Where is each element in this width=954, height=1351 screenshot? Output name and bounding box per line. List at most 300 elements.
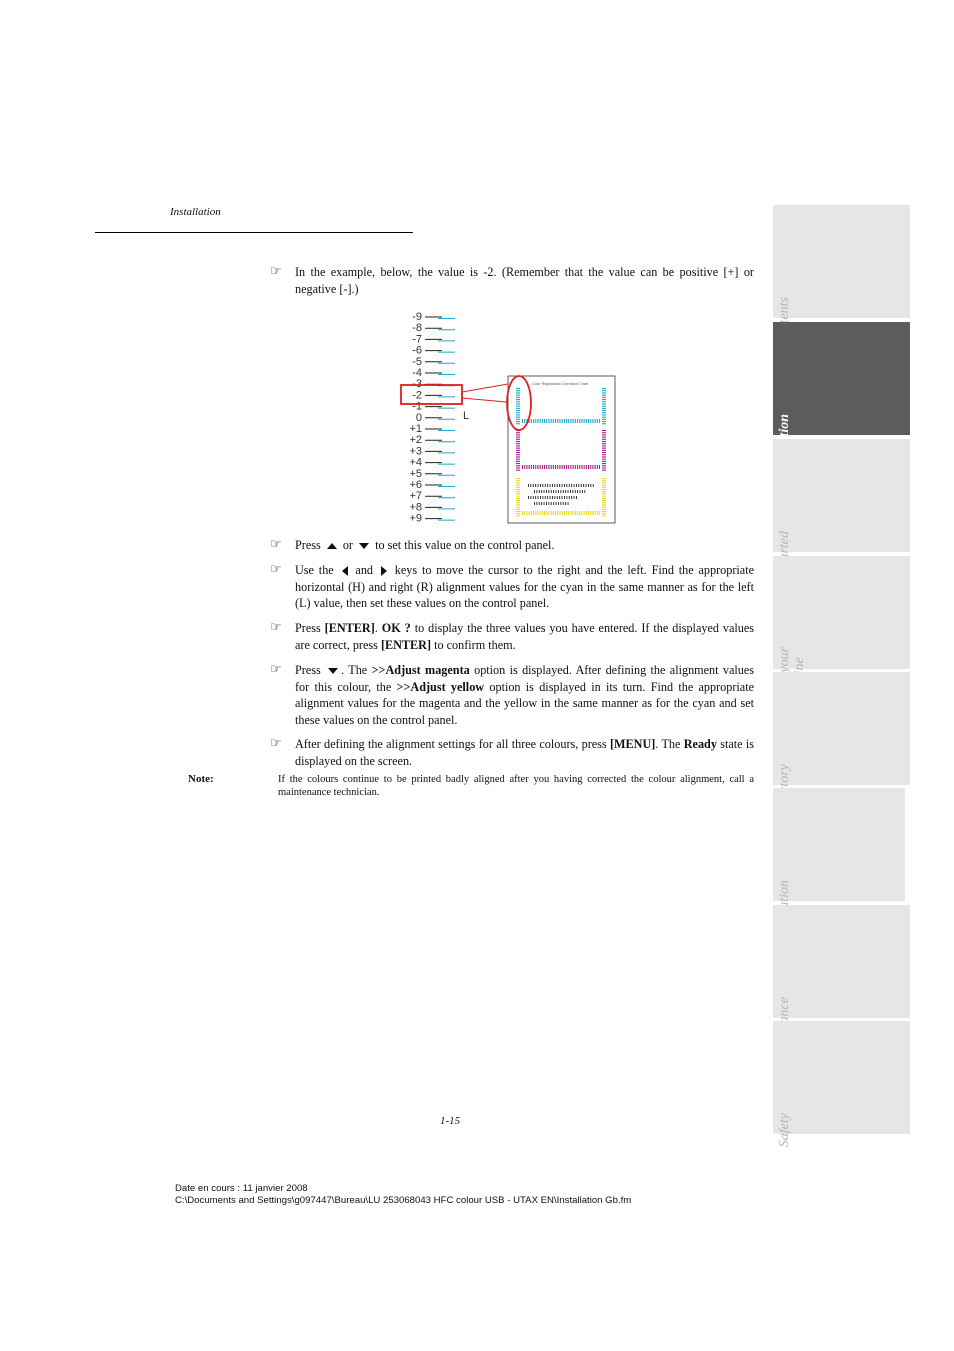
magenta-mark [516, 432, 520, 433]
hash-mark [554, 484, 555, 487]
magenta-mark [516, 443, 520, 444]
hash-mark [557, 496, 558, 499]
yellow-mark [602, 489, 606, 490]
yellow-mark [537, 511, 538, 515]
hash-mark [539, 490, 540, 493]
hash-mark [546, 490, 547, 493]
hash-mark [548, 502, 549, 505]
cyan-mark [602, 421, 606, 422]
pointing-hand-icon: ☞ [270, 662, 282, 677]
magenta-mark [579, 465, 580, 469]
yellow-mark [577, 511, 578, 515]
hash-mark [569, 484, 570, 487]
scale-value: +8 [409, 501, 422, 514]
hash-mark [578, 484, 579, 487]
hash-mark [590, 484, 591, 487]
yellow-mark [602, 480, 606, 481]
yellow-mark [595, 511, 596, 515]
magenta-mark [568, 465, 569, 469]
hash-mark [582, 490, 583, 493]
hash-mark [553, 502, 554, 505]
yellow-mark [588, 511, 589, 515]
magenta-mark [577, 465, 578, 469]
magenta-mark [581, 465, 582, 469]
magenta-mark [597, 465, 598, 469]
cyan-mark [588, 419, 589, 423]
yellow-mark [559, 511, 560, 515]
cyan-mark [516, 406, 520, 407]
yellow-mark [526, 511, 527, 515]
cyan-mark [548, 419, 549, 423]
yellow-mark [602, 500, 606, 501]
yellow-mark [602, 504, 606, 505]
hash-mark [563, 502, 564, 505]
magenta-mark [573, 465, 574, 469]
yellow-mark [573, 511, 574, 515]
registration-scale [409, 311, 455, 525]
yellow-mark [531, 511, 532, 515]
pointing-hand-icon: ☞ [270, 620, 282, 635]
cyan-mark [562, 419, 563, 423]
tab-directory[interactable] [773, 672, 910, 785]
cyan-mark [602, 392, 606, 393]
cyan-mark [602, 397, 606, 398]
hash-mark [569, 496, 570, 499]
magenta-mark [562, 465, 563, 469]
header-rule [95, 232, 413, 233]
hash-mark [576, 496, 577, 499]
cyan-mark [540, 419, 541, 423]
yellow-mark [551, 511, 552, 515]
scale-value: -2 [412, 389, 422, 402]
cyan-mark [590, 419, 591, 423]
yellow-mark [516, 487, 520, 488]
cyan-mark [577, 419, 578, 423]
hash-mark [540, 496, 541, 499]
yellow-mark [516, 478, 520, 479]
yellow-mark [562, 511, 563, 515]
hash-mark [547, 484, 548, 487]
cyan-mark [516, 414, 520, 415]
hash-mark [544, 490, 545, 493]
yellow-mark [586, 511, 587, 515]
cyan-mark [597, 419, 598, 423]
scale-value: -8 [412, 322, 422, 335]
cyan-mark [592, 419, 593, 423]
tab-operation[interactable] [773, 788, 905, 901]
yellow-mark [542, 511, 543, 515]
hash-mark [560, 502, 561, 505]
magenta-mark [516, 439, 520, 440]
magenta-mark [584, 465, 585, 469]
hash-mark [574, 484, 575, 487]
tab-installation[interactable] [773, 322, 910, 435]
cyan-mark [516, 397, 520, 398]
yellow-mark [602, 487, 606, 488]
color-registration-figure [398, 306, 620, 528]
callout-line [462, 398, 506, 402]
enter-key-label: [ENTER] [380, 637, 432, 652]
instruction-item [270, 264, 754, 297]
footer-path: C:\Documents and Settings\g097447\Bureau\LU 253068043 HFC colour USB - UTAX EN\Installation Gb.fm [175, 1194, 632, 1206]
tab-safety[interactable] [773, 1021, 910, 1148]
cyan-mark [568, 419, 569, 423]
magenta-mark [516, 445, 520, 446]
hash-mark [530, 484, 531, 487]
magenta-mark [602, 448, 606, 449]
magenta-mark [516, 465, 520, 466]
scale-value: 0 [415, 411, 422, 424]
magenta-mark [602, 432, 606, 433]
hash-mark [593, 484, 594, 487]
cyan-mark [579, 419, 580, 423]
hash-mark [553, 490, 554, 493]
scale-value: +4 [409, 456, 422, 469]
yellow-mark [568, 511, 569, 515]
hash-mark [584, 490, 585, 493]
scale-value: +2 [409, 434, 422, 447]
ok-prompt-label: OK ? [381, 621, 411, 635]
cyan-mark [551, 419, 552, 423]
pointing-hand-icon: ☞ [270, 264, 282, 279]
magenta-mark [531, 465, 532, 469]
hash-mark [570, 490, 571, 493]
cyan-mark [573, 419, 574, 423]
yellow-mark [602, 507, 606, 508]
hash-mark [546, 502, 547, 505]
magenta-mark [602, 439, 606, 440]
magenta-mark [559, 465, 560, 469]
hash-mark [558, 502, 559, 505]
hash-mark [552, 496, 553, 499]
yellow-mark [516, 493, 520, 494]
magenta-mark [516, 456, 520, 457]
hash-mark [562, 484, 563, 487]
chart-thumbnail [507, 376, 615, 523]
magenta-mark [516, 450, 520, 451]
hash-mark [539, 502, 540, 505]
magenta-mark [553, 465, 554, 469]
cyan-mark [570, 419, 571, 423]
magenta-mark [529, 465, 530, 469]
magenta-mark [516, 454, 520, 455]
hash-mark [565, 490, 566, 493]
magenta-mark [540, 465, 541, 469]
magenta-mark [516, 459, 520, 460]
yellow-mark [522, 511, 523, 515]
cyan-mark [516, 395, 520, 396]
scale-value: +3 [409, 445, 422, 458]
hash-mark [545, 496, 546, 499]
cyan-mark [584, 419, 585, 423]
hash-mark [558, 490, 559, 493]
hash-mark [581, 484, 582, 487]
magenta-mark [516, 467, 520, 468]
enter-key-label: [ENTER] [324, 621, 375, 635]
scale-value: +6 [409, 479, 422, 491]
cyan-mark [602, 417, 606, 418]
hash-mark [566, 484, 567, 487]
instruction-text: option is displayed in its turn. Find the appropriate alignment values for the magenta and the yellow in the same manner as for the cyan and set these values on the control panel. [295, 679, 754, 727]
cyan-mark [555, 419, 556, 423]
magenta-mark [516, 434, 520, 435]
yellow-mark [597, 511, 598, 515]
instruction-text: Use the [295, 563, 334, 577]
instruction-text: Press [295, 663, 321, 677]
yellow-mark [575, 511, 576, 515]
magenta-mark [551, 465, 552, 469]
hash-mark [533, 496, 534, 499]
scale-value: -6 [412, 344, 422, 357]
cyan-mark [516, 392, 520, 393]
instruction-item [270, 562, 754, 612]
cyan-mark [602, 388, 606, 389]
yellow-mark [546, 511, 547, 515]
cyan-mark [516, 390, 520, 391]
cyan-mark [602, 423, 606, 424]
yellow-mark [592, 511, 593, 515]
cyan-mark [516, 401, 520, 402]
yellow-mark [516, 489, 520, 490]
cyan-mark [516, 421, 520, 422]
instruction-text: or [342, 538, 353, 552]
magenta-mark [602, 443, 606, 444]
cyan-mark [602, 403, 606, 404]
cyan-mark [516, 412, 520, 413]
cyan-mark [542, 419, 543, 423]
hash-mark [577, 490, 578, 493]
down-arrow-key-icon [328, 668, 338, 674]
instruction-text: . The [655, 737, 681, 751]
magenta-mark [546, 465, 547, 469]
hash-mark [568, 502, 569, 505]
instruction-text: Press [295, 621, 321, 635]
yellow-mark [535, 511, 536, 515]
hash-mark [530, 496, 531, 499]
hash-mark [535, 484, 536, 487]
cyan-mark [602, 410, 606, 411]
magenta-mark [535, 465, 536, 469]
yellow-mark [602, 511, 606, 512]
side-label: L [463, 410, 470, 422]
magenta-mark [602, 430, 606, 431]
cyan-mark [559, 419, 560, 423]
hash-mark [571, 484, 572, 487]
instruction-text: option is displayed. After defining the alignment values for this colour, the [295, 663, 755, 694]
yellow-mark [602, 478, 606, 479]
hash-mark [564, 484, 565, 487]
hash-mark [559, 496, 560, 499]
magenta-mark [516, 463, 520, 464]
hash-mark [572, 490, 573, 493]
cyan-mark [602, 399, 606, 400]
magenta-mark [602, 456, 606, 457]
instruction-text: After defining the alignment settings for all three colours, press [295, 737, 607, 751]
yellow-mark [555, 511, 556, 515]
instruction-text: and [355, 563, 374, 577]
yellow-mark [516, 515, 520, 516]
hash-mark [559, 484, 560, 487]
cyan-mark [564, 419, 565, 423]
cyan-mark [581, 419, 582, 423]
hash-mark [550, 496, 551, 499]
hash-mark [538, 484, 539, 487]
yellow-mark [602, 491, 606, 492]
scale-value: -3 [412, 378, 422, 391]
cyan-mark [602, 419, 606, 420]
yellow-mark [579, 511, 580, 515]
yellow-mark [516, 507, 520, 508]
menu-key-label: [MENU] [609, 737, 656, 751]
instruction-text: . [374, 621, 378, 635]
cyan-mark [602, 408, 606, 409]
yellow-mark [602, 482, 606, 483]
hash-mark [560, 490, 561, 493]
yellow-mark [553, 511, 554, 515]
tab-maintenance[interactable] [773, 905, 910, 1018]
yellow-mark [516, 485, 520, 486]
magenta-mark [555, 465, 556, 469]
yellow-mark [602, 515, 606, 516]
hash-mark [563, 490, 564, 493]
magenta-mark [564, 465, 565, 469]
scale-value: +5 [409, 467, 422, 480]
magenta-mark [602, 441, 606, 442]
yellow-mark [570, 511, 571, 515]
hash-mark [565, 502, 566, 505]
cyan-mark [516, 417, 520, 418]
scale-value: -7 [412, 333, 422, 346]
cyan-mark [575, 419, 576, 423]
cyan-mark [516, 419, 520, 420]
adjust-magenta-label: >>Adjust magenta [371, 663, 470, 677]
tab-setting-your-machine[interactable] [773, 556, 910, 669]
magenta-mark [566, 465, 567, 469]
hash-mark [551, 490, 552, 493]
cyan-mark [553, 419, 554, 423]
yellow-mark [602, 513, 606, 514]
instruction-text: Press [295, 538, 321, 552]
scale-value: -9 [412, 311, 422, 323]
yellow-mark [602, 502, 606, 503]
chart-thumbnail-title: Color Registration Correction Chart [532, 382, 589, 386]
yellow-mark [516, 502, 520, 503]
yellow-mark [599, 511, 600, 515]
magenta-mark [602, 437, 606, 438]
magenta-mark [602, 461, 606, 462]
hash-mark [580, 490, 581, 493]
magenta-mark [602, 452, 606, 453]
yellow-mark [516, 500, 520, 501]
right-arrow-key-icon [381, 566, 387, 576]
yellow-mark [516, 513, 520, 514]
running-header: Installation [170, 206, 221, 218]
yellow-mark [581, 511, 582, 515]
pointing-hand-icon: ☞ [270, 562, 282, 577]
magenta-mark [516, 437, 520, 438]
cyan-mark [595, 419, 596, 423]
note-text: If the colours continue to be printed badly aligned after you having corrected the colour alignment, call a maintenance technician. [278, 774, 754, 798]
tab-getting-started[interactable] [773, 439, 910, 552]
hash-mark [534, 502, 535, 505]
cyan-mark [602, 406, 606, 407]
hash-mark [533, 484, 534, 487]
yellow-mark [516, 491, 520, 492]
hash-mark [562, 496, 563, 499]
yellow-mark [602, 498, 606, 499]
magenta-mark [602, 463, 606, 464]
yellow-mark [516, 511, 520, 512]
magenta-mark [557, 465, 558, 469]
hash-mark [541, 502, 542, 505]
yellow-mark [602, 496, 606, 497]
hash-mark [536, 502, 537, 505]
hash-mark [534, 490, 535, 493]
up-arrow-key-icon [327, 543, 337, 549]
tab-contents[interactable] [773, 205, 910, 318]
hash-mark [556, 502, 557, 505]
magenta-mark [590, 465, 591, 469]
footer [175, 1183, 631, 1206]
magenta-mark [602, 445, 606, 446]
cyan-mark [602, 414, 606, 415]
instruction-text: In the example, below, the value is -2. (Remember that the value can be positive [+] or negative [-].) [295, 265, 754, 296]
yellow-mark [516, 480, 520, 481]
yellow-mark [584, 511, 585, 515]
cyan-mark [516, 399, 520, 400]
pointing-hand-icon: ☞ [270, 736, 282, 751]
hash-mark [557, 484, 558, 487]
cyan-mark [546, 419, 547, 423]
yellow-mark [602, 493, 606, 494]
instruction-text: keys to move the cursor to the right and the left. Find the appropriate horizontal (H) and right (R) alignment values for the cyan in the same manner as for the left (L) value, then set these values on the control panel. [295, 563, 755, 610]
hash-mark [541, 490, 542, 493]
cyan-mark [516, 408, 520, 409]
instruction-text: to set this value on the control panel. [375, 538, 555, 552]
down-arrow-key-icon [359, 543, 369, 549]
footer-date: Date en cours : 11 janvier 2008 [175, 1183, 308, 1194]
magenta-mark [537, 465, 538, 469]
magenta-mark [544, 465, 545, 469]
yellow-mark [516, 496, 520, 497]
instruction-item [270, 736, 754, 769]
yellow-mark [566, 511, 567, 515]
hash-mark [574, 496, 575, 499]
cyan-mark [586, 419, 587, 423]
magenta-mark [586, 465, 587, 469]
magenta-mark [599, 465, 600, 469]
hash-mark [547, 496, 548, 499]
yellow-mark [529, 511, 530, 515]
page-number: 1-15 [440, 1115, 461, 1127]
hash-mark [528, 496, 529, 499]
hash-mark [540, 484, 541, 487]
yellow-mark [524, 511, 525, 515]
magenta-mark [592, 465, 593, 469]
cyan-mark [537, 419, 538, 423]
hash-mark [548, 490, 549, 493]
cyan-mark [566, 419, 567, 423]
magenta-mark [516, 448, 520, 449]
magenta-mark [548, 465, 549, 469]
cyan-mark [516, 410, 520, 411]
magenta-mark [595, 465, 596, 469]
hash-mark [538, 496, 539, 499]
yellow-mark [516, 504, 520, 505]
magenta-mark [516, 441, 520, 442]
cyan-mark [602, 395, 606, 396]
instruction-text: to display the three values you have entered. If the displayed values are correct, press [295, 621, 755, 652]
